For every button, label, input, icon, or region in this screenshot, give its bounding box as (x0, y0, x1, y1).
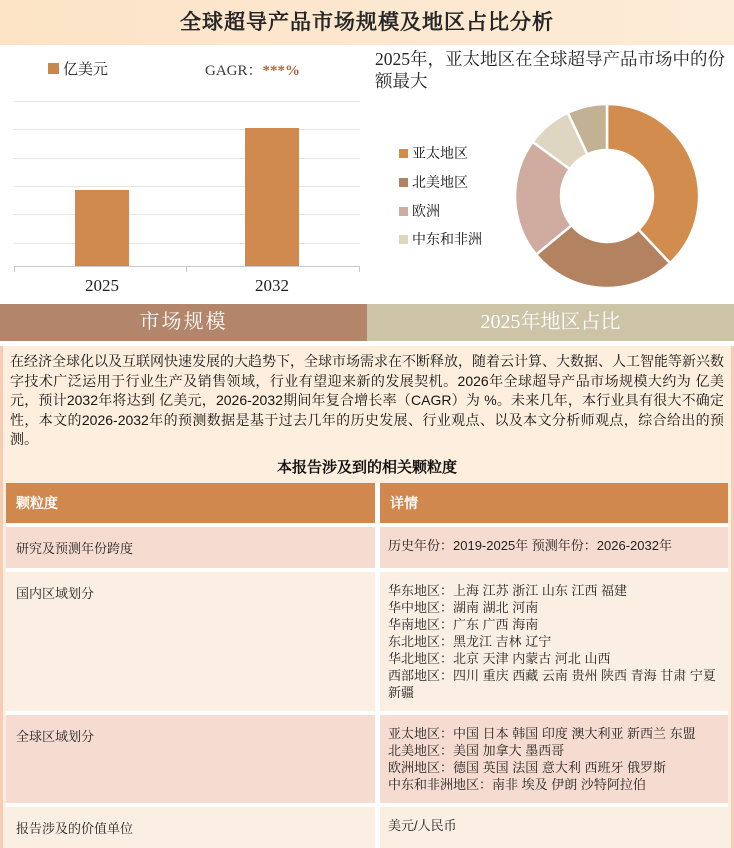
axis-tick (14, 267, 15, 272)
pie-headline: 2025年，亚太地区在全球超导产品市场中的份额最大 (375, 49, 725, 92)
category-label-2025: 2025 (85, 276, 119, 295)
page-title-bar (0, 0, 734, 45)
row-label: 全球区域划分 (6, 715, 375, 803)
bar-2032 (245, 128, 299, 266)
row-label: 报告涉及的价值单位 (6, 807, 375, 848)
table-header-row (6, 483, 728, 523)
report-body (0, 346, 734, 848)
row-detail (380, 807, 728, 848)
detail-line: 华南地区：广东 广西 海南 (388, 616, 539, 632)
axis-tick (359, 267, 360, 272)
detail-line: 历史年份：2019-2025年 预测年份：2026-2032年 (388, 537, 672, 553)
cagr-label (205, 59, 300, 80)
detail-line: 西部地区：四川 重庆 西藏 云南 贵州 陕西 青海 甘肃 宁夏 新疆 (388, 667, 716, 700)
detail-line: 美元/人民币 (388, 817, 457, 833)
table-header-granularity: 颗粒度 (6, 483, 375, 523)
pie-legend (399, 145, 505, 260)
table-header-detail: 详情 (380, 483, 728, 523)
intro-paragraph: 在经济全球化以及互联网快速发展的大趋势下，全球市场需求在不断释放，随着云计算、大数据、人工智能等新兴数字技术广泛运用于行业生产及销售领域，行业有望迎来新的发展契机。2026年全球超导产品市场规模大约为 亿美元，预计2032年将达到 亿美元，2026-2032期间年复合增长率（CAGR）为 %。未来几年，本行业具有很大不确定性，本文的2026-2032年的预测数据是基于过去几年的历史发展、行业观点、以及本文分析师观点，综合给出的预测。 (10, 353, 724, 448)
detail-line: 北美地区：美国 加拿大 墨西哥 (388, 742, 565, 758)
charts-section (0, 45, 734, 304)
axis-tick (186, 267, 187, 272)
bar-legend-label: 亿美元 (63, 61, 109, 78)
legend-swatch-icon (399, 149, 408, 158)
table-title: 本报告涉及到的相关颗粒度 (276, 458, 457, 476)
granularity-table (6, 483, 728, 848)
tab-region-share[interactable]: 2025年地区占比 (367, 304, 734, 341)
gridline (14, 158, 360, 159)
pie-legend-item-欧洲 (399, 203, 505, 220)
bar-2025 (75, 190, 129, 266)
page-title: 全球超导产品市场规模及地区占比分析 (180, 10, 554, 34)
pie-legend-label: 中东和非洲 (412, 231, 482, 248)
row-detail (380, 527, 728, 568)
legend-swatch-icon (399, 207, 408, 216)
legend-swatch-icon (48, 63, 59, 74)
pie-legend-item-北美地区 (399, 174, 505, 191)
table-row (6, 807, 728, 848)
gridline (14, 214, 360, 215)
gridline (14, 243, 360, 244)
detail-line: 欧洲地区：德国 英国 法国 意大利 西班牙 俄罗斯 (388, 759, 667, 775)
pie-legend-item-亚太地区 (399, 145, 505, 162)
pie-legend-item-中东和非洲 (399, 231, 505, 248)
table-row (6, 572, 728, 711)
detail-line: 中东和非洲地区：南非 埃及 伊朗 沙特阿拉伯 (388, 776, 646, 792)
table-row (6, 527, 728, 568)
bar-chart-plot (14, 100, 360, 295)
gridline (14, 101, 360, 102)
gridline (14, 186, 360, 187)
pie-legend-label: 北美地区 (412, 173, 468, 190)
row-label: 研究及预测年份跨度 (6, 527, 375, 568)
detail-line: 东北地区：黑龙江 吉林 辽宁 (388, 633, 552, 649)
table-row (6, 715, 728, 803)
legend-swatch-icon (399, 235, 408, 244)
legend-swatch-icon (399, 178, 408, 187)
detail-line: 华东地区：上海 江苏 浙江 山东 江西 福建 (388, 582, 628, 598)
pie-legend-label: 亚太地区 (412, 145, 468, 161)
tab-bar (0, 304, 734, 341)
bar-chart-legend (48, 58, 108, 79)
cagr-value: ***% (262, 63, 301, 79)
gridline (14, 129, 360, 130)
detail-line: 华北地区：北京 天津 内蒙古 河北 山西 (388, 650, 611, 666)
detail-line: 华中地区：湖南 湖北 河南 (388, 599, 539, 615)
category-label-2032: 2032 (255, 276, 289, 295)
donut-chart (513, 102, 701, 290)
row-detail (380, 572, 728, 711)
pie-legend-label: 欧洲 (412, 202, 440, 219)
row-detail (380, 715, 728, 803)
detail-line: 亚太地区：中国 日本 韩国 印度 澳大利亚 新西兰 东盟 (388, 725, 696, 741)
row-label: 国内区域划分 (6, 572, 375, 711)
tab-market-size[interactable]: 市场规模 (0, 304, 367, 341)
cagr-prefix: GAGR： (205, 63, 263, 79)
granularity-table-body (6, 527, 728, 848)
